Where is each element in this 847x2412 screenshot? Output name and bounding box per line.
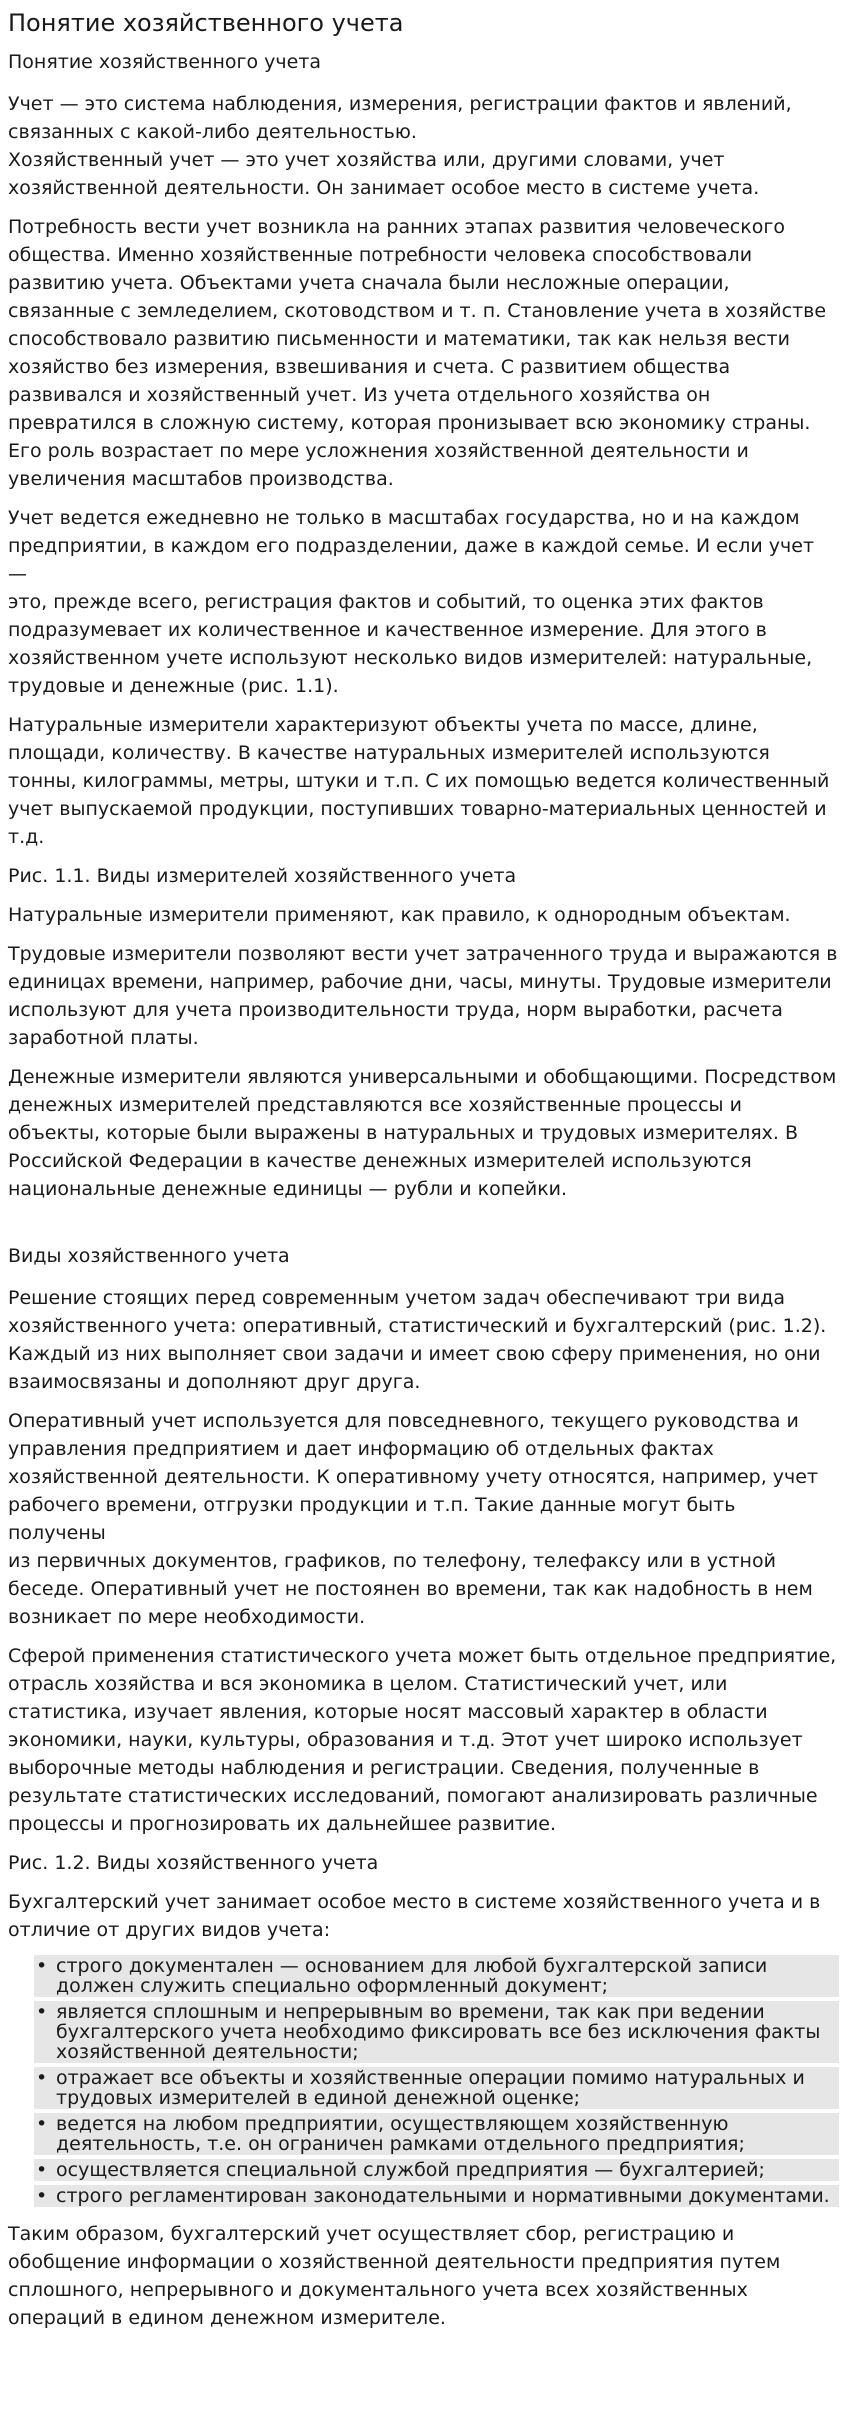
- text-line: рабочего времени, отгрузки продукции и т.п. Такие данные могут быть получены: [8, 1494, 736, 1544]
- text-line: из первичных документов, графиков, по телефону, телефаксу или в устной: [8, 1550, 776, 1572]
- text-line: возникает по мере необходимости.: [8, 1606, 366, 1628]
- paragraph: [8, 90, 839, 202]
- text-line: способствовало развитию письменности и математики, так как нельзя вести: [8, 328, 790, 350]
- paragraph: [8, 504, 839, 700]
- text-line: результате статистических исследований, помогают анализировать различные: [8, 1785, 818, 1807]
- bullet-icon: •: [36, 2001, 48, 2023]
- text-line: Учет — это система наблюдения, измерения, регистрации фактов и явлений,: [8, 93, 792, 115]
- text-line: Потребность вести учет возникла на ранних этапах развития человеческого: [8, 216, 785, 238]
- list-item-line: отражает все объекты и хозяйственные операции помимо натуральных и: [56, 2067, 805, 2089]
- text-line: площади, количеству. В качестве натуральных измерителей используются: [8, 742, 770, 764]
- text-line: заработной платы.: [8, 1027, 199, 1049]
- text-line: Бухгалтерский учет занимает особое место в системе хозяйственного учета и в: [8, 1891, 821, 1913]
- figure-caption: [8, 1849, 839, 1877]
- accounting-features-list: [8, 1955, 839, 2207]
- text-line: экономики, науки, культуры, образования и т.д. Этот учет широко использует: [8, 1729, 803, 1751]
- section-title-concept: Понятие хозяйственного учета: [8, 51, 322, 73]
- text-line: национальные денежные единицы — рубли и копейки.: [8, 1178, 568, 1200]
- text-line: выборочные методы наблюдения и регистрации. Сведения, полученные в: [8, 1757, 760, 1779]
- text-line: Хозяйственный учет — это учет хозяйства или, другими словами, учет: [8, 149, 725, 171]
- text-line: Натуральные измерители применяют, как правило, к однородным объектам.: [8, 904, 791, 926]
- text-line: денежных измерителей представляются все хозяйственные процессы и: [8, 1094, 742, 1116]
- list-item: [34, 2113, 839, 2155]
- list-item: [34, 1955, 839, 1997]
- text-line: Денежные измерители являются универсальными и обобщающими. Посредством: [8, 1066, 837, 1088]
- paragraph: [8, 2220, 839, 2332]
- text-line: т.д.: [8, 826, 45, 848]
- list-item-line: осуществляется специальной службой предприятия — бухгалтерией;: [56, 2159, 765, 2181]
- text-line: процессы и прогнозировать их дальнейшее развитие.: [8, 1813, 556, 1835]
- text-line: хозяйство без измерения, взвешивания и счета. С развитием общества: [8, 356, 731, 378]
- paragraph: [8, 1888, 839, 1944]
- text-line: Сферой применения статистического учета может быть отдельное предприятие,: [8, 1645, 837, 1667]
- text-line: сплошного, непрерывного и документального учета всех хозяйственных: [8, 2279, 748, 2301]
- text-line: взаимосвязаны и дополняют друг друга.: [8, 1371, 421, 1393]
- text-line: объекты, которые были выражены в натуральных и трудовых измерителях. В: [8, 1122, 799, 1144]
- bullet-icon: •: [36, 2159, 48, 2181]
- conclusion-section: [8, 2220, 839, 2332]
- paragraph: [8, 1284, 839, 1396]
- text-line: трудовые и денежные (рис. 1.1).: [8, 675, 339, 697]
- text-line: превратился в сложную систему, которая пронизывает всю экономику страны.: [8, 412, 811, 434]
- text-line: управления предприятием и дает информацию об отдельных фактах: [8, 1438, 714, 1460]
- section-concept: [8, 90, 839, 1203]
- document-page: [0, 6, 847, 2332]
- bullet-icon: •: [36, 2067, 48, 2089]
- list-item-line: является сплошным и непрерывным во времени, так как при ведении: [56, 2001, 765, 2023]
- list-item-line: бухгалтерского учета необходимо фиксировать все без исключения факты: [56, 2021, 821, 2043]
- bullet-icon: •: [36, 2185, 48, 2207]
- list-item: [34, 2001, 839, 2063]
- text-line: хозяйственной деятельности. Он занимает особое место в системе учета.: [8, 177, 760, 199]
- text-line: это, прежде всего, регистрация фактов и событий, то оценка этих фактов: [8, 591, 764, 613]
- text-line: беседе. Оперативный учет не постоянен во времени, так как надобность в нем: [8, 1578, 813, 1600]
- section-title-types: Виды хозяйственного учета: [8, 1245, 290, 1267]
- list-item: [34, 2159, 839, 2181]
- text-line: хозяйственного учета: оперативный, статистический и бухгалтерский (рис. 1.2).: [8, 1315, 827, 1337]
- text-line: Учет ведется ежедневно не только в масштабах государства, но и на каждом: [8, 507, 800, 529]
- list-item: [34, 2067, 839, 2109]
- text-line: Российской Федерации в качестве денежных измерителей используются: [8, 1150, 752, 1172]
- text-line: подразумевает их количественное и качественное измерение. Для этого в: [8, 619, 767, 641]
- page-title: Понятие хозяйственного учета: [8, 9, 404, 37]
- list-item-line: трудовых измерителей в единой денежной оценке;: [56, 2087, 581, 2109]
- text-line: хозяйственной деятельности. К оперативному учету относятся, например, учет: [8, 1466, 819, 1488]
- text-line: операций в едином денежном измерителе.: [8, 2307, 446, 2329]
- paragraph: [8, 1642, 839, 1838]
- paragraph: [8, 901, 839, 929]
- list-item-line: деятельность, т.е. он ограничен рамками отдельного предприятия;: [56, 2133, 745, 2155]
- paragraph: [8, 711, 839, 851]
- paragraph: [8, 213, 839, 493]
- paragraph: [8, 940, 839, 1052]
- list-item-line: должен служить специально оформленный документ;: [56, 1975, 609, 1997]
- paragraph: [8, 1407, 839, 1631]
- text-line: учет выпускаемой продукции, поступивших товарно-материальных ценностей и: [8, 798, 827, 820]
- text-line: Каждый из них выполняет свои задачи и имеет свою сферу применения, но они: [8, 1343, 821, 1365]
- text-line: связанные с земледелием, скотоводством и т. п. Становление учета в хозяйстве: [8, 300, 827, 322]
- text-line: тонны, килограммы, метры, штуки и т.п. С их помощью ведется количественный: [8, 770, 830, 792]
- text-line: увеличения масштабов производства.: [8, 468, 394, 490]
- text-line: Решение стоящих перед современным учетом задач обеспечивают три вида: [8, 1287, 786, 1309]
- text-line: Оперативный учет используется для повседневного, текущего руководства и: [8, 1410, 799, 1432]
- text-line: Рис. 1.1. Виды измерителей хозяйственного учета: [8, 865, 517, 887]
- text-line: предприятии, в каждом его подразделении, даже в каждой семье. И если учет —: [8, 535, 815, 585]
- section-types: [8, 1284, 839, 1944]
- list-item-line: строго документален — основанием для любой бухгалтерской записи: [56, 1955, 768, 1977]
- bullet-icon: •: [36, 2113, 48, 2135]
- text-line: связанных с какой-либо деятельностью.: [8, 121, 417, 143]
- text-line: обобщение информации о хозяйственной деятельности предприятия путем: [8, 2251, 781, 2273]
- list-item-line: ведется на любом предприятии, осуществляющем хозяйственную: [56, 2113, 729, 2135]
- list-item: [34, 2185, 839, 2207]
- text-line: хозяйственном учете используют несколько видов измерителей: натуральные,: [8, 647, 813, 669]
- text-line: развивался и хозяйственный учет. Из учета отдельного хозяйства он: [8, 384, 711, 406]
- text-line: отличие от других видов учета:: [8, 1919, 331, 1941]
- figure-caption: [8, 862, 839, 890]
- text-line: Таким образом, бухгалтерский учет осуществляет сбор, регистрацию и: [8, 2223, 735, 2245]
- paragraph: [8, 1063, 839, 1203]
- text-line: отрасль хозяйства и вся экономика в целом. Статистический учет, или: [8, 1673, 728, 1695]
- section-spacer: [8, 1214, 839, 1242]
- text-line: общества. Именно хозяйственные потребности человека способствовали: [8, 244, 753, 266]
- text-line: Его роль возрастает по мере усложнения хозяйственной деятельности и: [8, 440, 749, 462]
- text-line: развитию учета. Объектами учета сначала были несложные операции,: [8, 272, 730, 294]
- text-line: статистика, изучает явления, которые носят массовый характер в области: [8, 1701, 768, 1723]
- list-item-line: хозяйственной деятельности;: [56, 2041, 359, 2063]
- text-line: Трудовые измерители позволяют вести учет затраченного труда и выражаются в: [8, 943, 838, 965]
- list-item-line: строго регламентирован законодательными и нормативными документами.: [56, 2185, 830, 2207]
- text-line: Рис. 1.2. Виды хозяйственного учета: [8, 1852, 379, 1874]
- text-line: Натуральные измерители характеризуют объекты учета по массе, длине,: [8, 714, 758, 736]
- bullet-icon: •: [36, 1955, 48, 1977]
- text-line: единицах времени, например, рабочие дни, часы, минуты. Трудовые измерители: [8, 971, 832, 993]
- text-line: используют для учета производительности труда, норм выработки, расчета: [8, 999, 783, 1021]
